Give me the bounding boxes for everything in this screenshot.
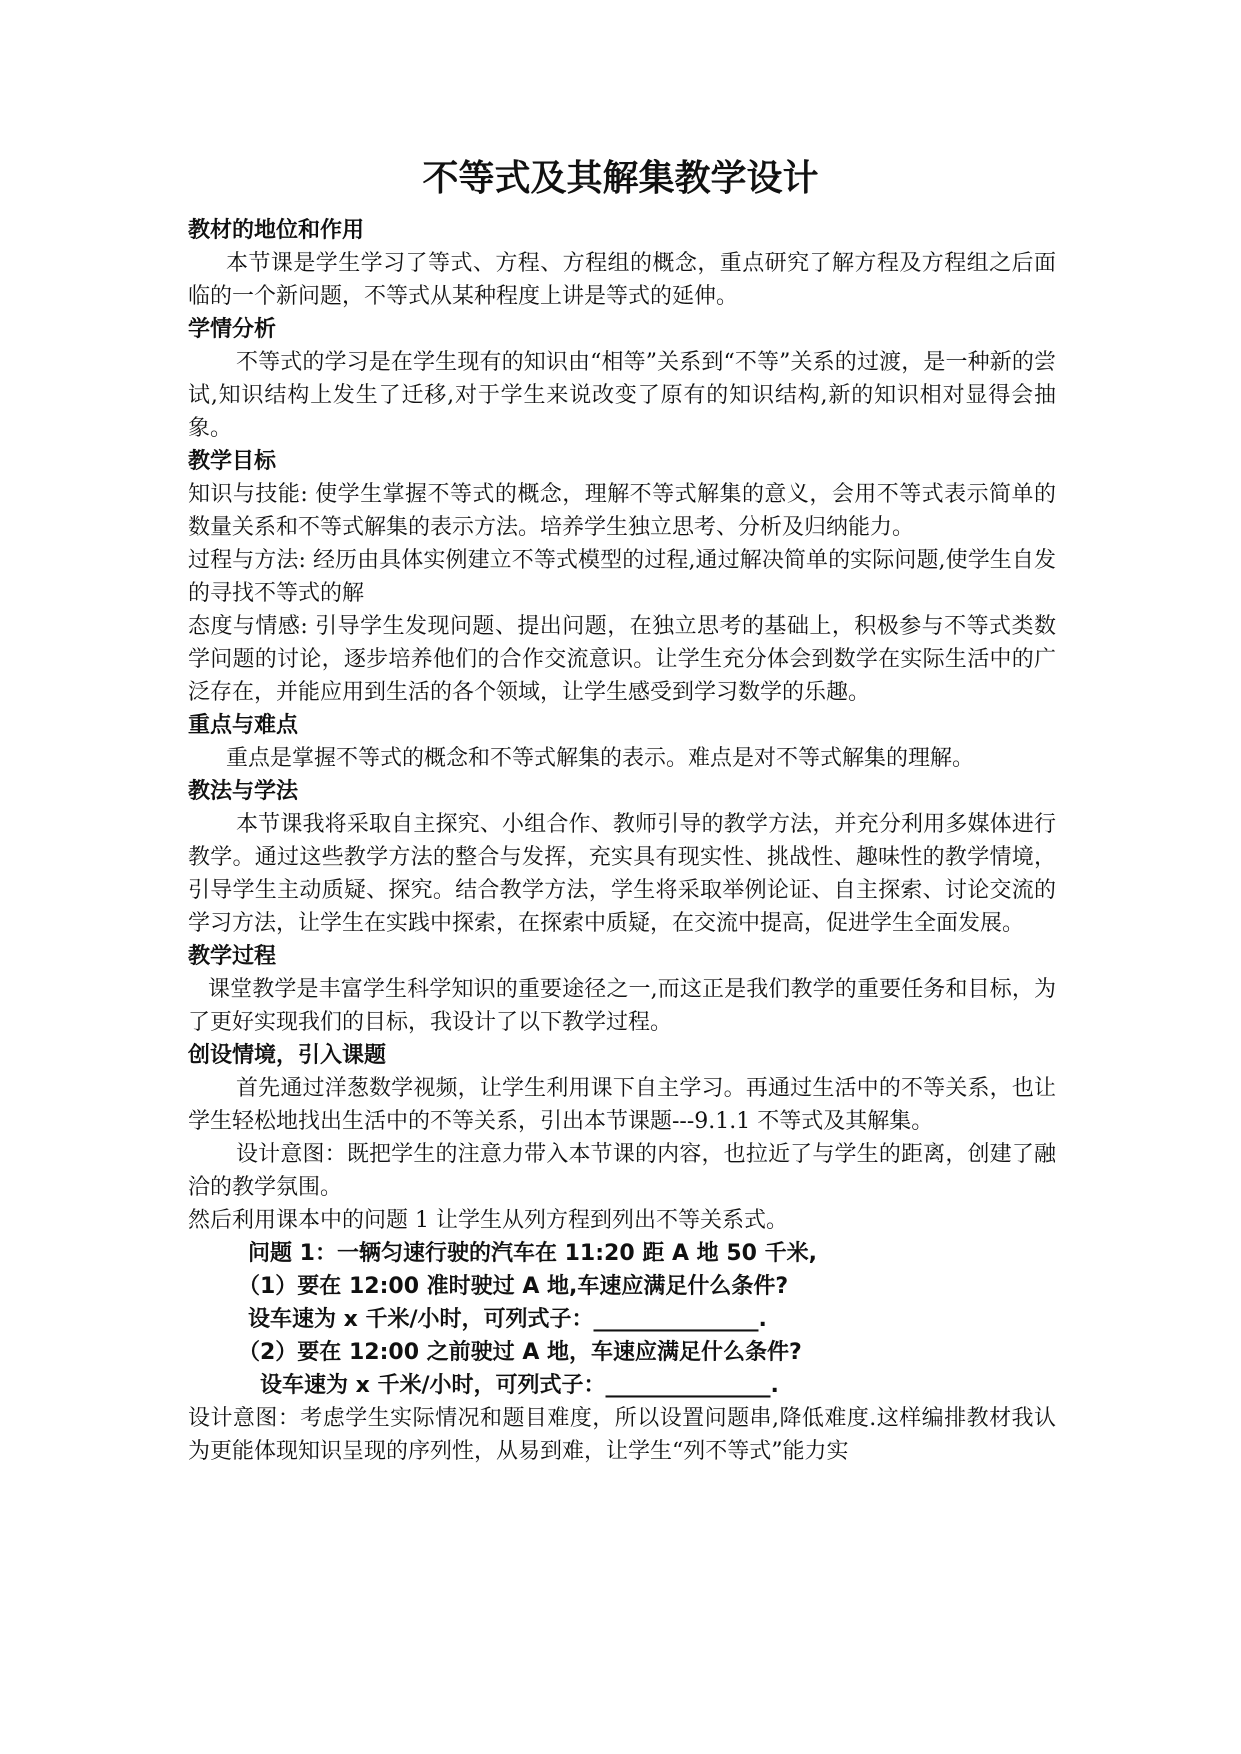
section-heading-process: 教学过程 bbox=[188, 944, 277, 969]
paragraph: 设计意图：既把学生的注意力带入本节课的内容，也拉近了与学生的距离，创建了融洽的教学氛围。 bbox=[188, 1142, 1056, 1200]
section-heading-introduction: 创设情境，引入课题 bbox=[188, 1043, 387, 1068]
section-heading-role: 教材的地位和作用 bbox=[188, 218, 365, 243]
section-heading-objectives: 教学目标 bbox=[188, 449, 277, 474]
document-title: 不等式及其解集教学设计 bbox=[422, 158, 819, 199]
paragraph: 不等式的学习是在学生现有的知识由“相等”关系到“不等”关系的过渡，是一种新的尝试,知识结构上发生了迁移,对于学生来说改变了原有的知识结构,新的知识相对显得会抽象。 bbox=[188, 350, 1056, 441]
question-line: （1）要在 12:00 准时驶过 A 地,车速应满足什么条件? bbox=[238, 1274, 789, 1299]
document-body bbox=[188, 214, 1056, 1468]
section-heading-methods: 教法与学法 bbox=[188, 779, 299, 804]
question-line: 问题 1：一辆匀速行驶的汽车在 11:20 距 A 地 50 千米, bbox=[248, 1241, 817, 1266]
paragraph: 设计意图：考虑学生实际情况和题目难度，所以设置问题串,降低难度.这样编排教材我认为更能体现知识呈现的序列性，从易到难，让学生“列不等式”能力实 bbox=[188, 1406, 1056, 1464]
paragraph: 本节课我将采取自主探究、小组合作、教师引导的教学方法，并充分利用多媒体进行教学。通过这些教学方法的整合与发挥，充实具有现实性、挑战性、趣味性的教学情境，引导学生主动质疑、探究。结合教学方法，学生将采取举例论证、自主探索、讨论交流的学习方法，让学生在实践中探索，在探索中质疑，在交流中提高，促进学生全面发展。 bbox=[188, 812, 1056, 936]
paragraph: 然后利用课本中的问题 1 让学生从列方程到列出不等关系式。 bbox=[188, 1208, 788, 1233]
question-line: 设车速为 x 千米/小时，可列式子：_______________. bbox=[260, 1373, 779, 1398]
question-line: 设车速为 x 千米/小时，可列式子：_______________. bbox=[248, 1307, 767, 1332]
paragraph: 本节课是学生学习了等式、方程、方程组的概念，重点研究了解方程及方程组之后面临的一个新问题，不等式从某种程度上讲是等式的延伸。 bbox=[188, 251, 1056, 309]
question-line: （2）要在 12:00 之前驶过 A 地，车速应满足什么条件? bbox=[238, 1340, 802, 1365]
paragraph: 知识与技能: 使学生掌握不等式的概念，理解不等式解集的意义，会用不等式表示简单的数量关系和不等式解集的表示方法。培养学生独立思考、分析及归纳能力。 bbox=[188, 482, 1056, 540]
paragraph: 课堂教学是丰富学生科学知识的重要途径之一,而这正是我们教学的重要任务和目标，为了更好实现我们的目标，我设计了以下教学过程。 bbox=[188, 977, 1056, 1035]
paragraph: 过程与方法: 经历由具体实例建立不等式模型的过程,通过解决简单的实际问题,使学生自发的寻找不等式的解 bbox=[188, 548, 1056, 606]
paragraph: 首先通过洋葱数学视频，让学生利用课下自主学习。再通过生活中的不等关系，也让学生轻松地找出生活中的不等关系，引出本节课题---9.1.1 不等式及其解集。 bbox=[188, 1076, 1056, 1134]
paragraph: 态度与情感: 引导学生发现问题、提出问题，在独立思考的基础上，积极参与不等式类数学问题的讨论，逐步培养他们的合作交流意识。让学生充分体会到数学在实际生活中的广泛存在，并能应用到生活的各个领域，让学生感受到学习数学的乐趣。 bbox=[188, 614, 1056, 705]
section-heading-key-points: 重点与难点 bbox=[188, 713, 299, 738]
paragraph: 重点是掌握不等式的概念和不等式解集的表示。难点是对不等式解集的理解。 bbox=[226, 746, 975, 771]
section-heading-analysis: 学情分析 bbox=[188, 317, 277, 342]
